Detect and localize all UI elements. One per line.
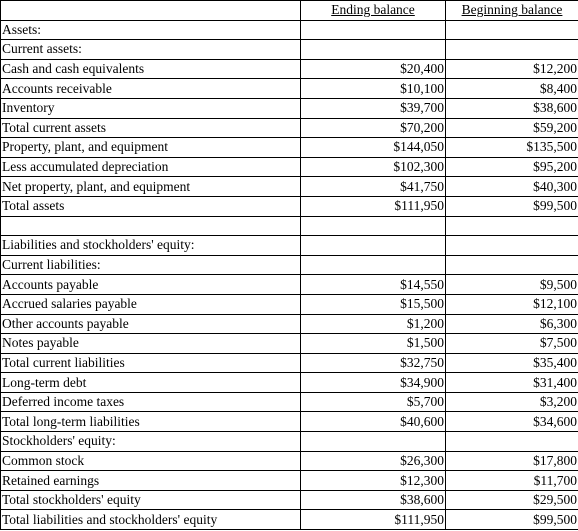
table-row <box>1 59 578 79</box>
header-ending-balance-text: Ending balance <box>331 2 415 18</box>
row-label: Accounts payable <box>1 275 301 295</box>
ending-balance-value: $102,300 <box>301 157 446 177</box>
row-label: Property, plant, and equipment <box>1 138 301 158</box>
table-row <box>1 98 578 118</box>
table-row <box>1 294 578 314</box>
ending-balance-value <box>301 432 446 452</box>
row-label: Accrued salaries payable <box>1 294 301 314</box>
ending-balance-value: $1,500 <box>301 334 446 354</box>
row-label: Total long-term liabilities <box>1 412 301 432</box>
table-row <box>1 451 578 471</box>
header-row <box>1 1 578 21</box>
beginning-balance-value: $12,200 <box>446 59 578 79</box>
ending-balance-value: $38,600 <box>301 490 446 510</box>
beginning-balance-value: $3,200 <box>446 392 578 412</box>
beginning-balance-value: $9,500 <box>446 275 578 295</box>
ending-balance-value: $14,550 <box>301 275 446 295</box>
row-label: Less accumulated depreciation <box>1 157 301 177</box>
row-label: Total assets <box>1 196 301 216</box>
table-row <box>1 138 578 158</box>
ending-balance-value: $1,200 <box>301 314 446 334</box>
ending-balance-value: $15,500 <box>301 294 446 314</box>
beginning-balance-value: $40,300 <box>446 177 578 197</box>
ending-balance-value: $26,300 <box>301 451 446 471</box>
row-label: Inventory <box>1 98 301 118</box>
table-row <box>1 314 578 334</box>
balance-sheet-rows <box>1 20 578 529</box>
row-label: Current liabilities: <box>1 255 301 275</box>
table-row <box>1 412 578 432</box>
beginning-balance-value: $38,600 <box>446 98 578 118</box>
ending-balance-value <box>301 236 446 256</box>
row-label: Other accounts payable <box>1 314 301 334</box>
table-row <box>1 353 578 373</box>
ending-balance-value <box>301 40 446 60</box>
beginning-balance-value: $11,700 <box>446 471 578 491</box>
header-ending-balance <box>301 1 446 21</box>
row-label: Accounts receivable <box>1 79 301 99</box>
beginning-balance-value: $99,500 <box>446 510 578 530</box>
table-row <box>1 79 578 99</box>
table-row <box>1 118 578 138</box>
table-row <box>1 490 578 510</box>
row-label: Net property, plant, and equipment <box>1 177 301 197</box>
header-beginning-balance <box>446 1 578 21</box>
ending-balance-value: $144,050 <box>301 138 446 158</box>
table-row <box>1 157 578 177</box>
beginning-balance-value <box>446 255 578 275</box>
table-row <box>1 334 578 354</box>
beginning-balance-value <box>446 40 578 60</box>
table-row <box>1 196 578 216</box>
table-row <box>1 373 578 393</box>
ending-balance-value: $12,300 <box>301 471 446 491</box>
ending-balance-value: $39,700 <box>301 98 446 118</box>
header-label-cell <box>1 1 301 21</box>
ending-balance-value: $70,200 <box>301 118 446 138</box>
row-label: Total current liabilities <box>1 353 301 373</box>
ending-balance-value: $32,750 <box>301 353 446 373</box>
row-label: Liabilities and stockholders' equity: <box>1 236 301 256</box>
beginning-balance-value: $29,500 <box>446 490 578 510</box>
beginning-balance-value: $95,200 <box>446 157 578 177</box>
beginning-balance-value: $35,400 <box>446 353 578 373</box>
beginning-balance-value <box>446 432 578 452</box>
beginning-balance-value: $17,800 <box>446 451 578 471</box>
ending-balance-value <box>301 216 446 236</box>
table-row <box>1 177 578 197</box>
row-label: Common stock <box>1 451 301 471</box>
ending-balance-value: $40,600 <box>301 412 446 432</box>
row-label: Stockholders' equity: <box>1 432 301 452</box>
ending-balance-value: $111,950 <box>301 510 446 530</box>
table-row <box>1 20 578 40</box>
beginning-balance-value <box>446 236 578 256</box>
row-label: Cash and cash equivalents <box>1 59 301 79</box>
ending-balance-value: $41,750 <box>301 177 446 197</box>
table-row <box>1 432 578 452</box>
beginning-balance-value: $99,500 <box>446 196 578 216</box>
beginning-balance-value: $31,400 <box>446 373 578 393</box>
table-row <box>1 275 578 295</box>
table-row <box>1 40 578 60</box>
ending-balance-value: $20,400 <box>301 59 446 79</box>
row-label: Total current assets <box>1 118 301 138</box>
table-row <box>1 216 578 236</box>
ending-balance-value: $111,950 <box>301 196 446 216</box>
ending-balance-value: $10,100 <box>301 79 446 99</box>
ending-balance-value: $34,900 <box>301 373 446 393</box>
ending-balance-value <box>301 255 446 275</box>
row-label: Retained earnings <box>1 471 301 491</box>
ending-balance-value: $5,700 <box>301 392 446 412</box>
table-row <box>1 471 578 491</box>
beginning-balance-value <box>446 20 578 40</box>
beginning-balance-value: $6,300 <box>446 314 578 334</box>
table-row <box>1 392 578 412</box>
beginning-balance-value: $59,200 <box>446 118 578 138</box>
row-label: Total stockholders' equity <box>1 490 301 510</box>
row-label: Deferred income taxes <box>1 392 301 412</box>
beginning-balance-value: $34,600 <box>446 412 578 432</box>
row-label: Assets: <box>1 20 301 40</box>
beginning-balance-value: $8,400 <box>446 79 578 99</box>
row-label: Total liabilities and stockholders' equity <box>1 510 301 530</box>
table-row <box>1 236 578 256</box>
table-row <box>1 255 578 275</box>
beginning-balance-value <box>446 216 578 236</box>
row-label: Current assets: <box>1 40 301 60</box>
row-label <box>1 216 301 236</box>
row-label: Notes payable <box>1 334 301 354</box>
beginning-balance-value: $12,100 <box>446 294 578 314</box>
ending-balance-value <box>301 20 446 40</box>
header-beginning-balance-text: Beginning balance <box>461 2 563 18</box>
beginning-balance-value: $135,500 <box>446 138 578 158</box>
row-label: Long-term debt <box>1 373 301 393</box>
table-row <box>1 510 578 530</box>
beginning-balance-value: $7,500 <box>446 334 578 354</box>
